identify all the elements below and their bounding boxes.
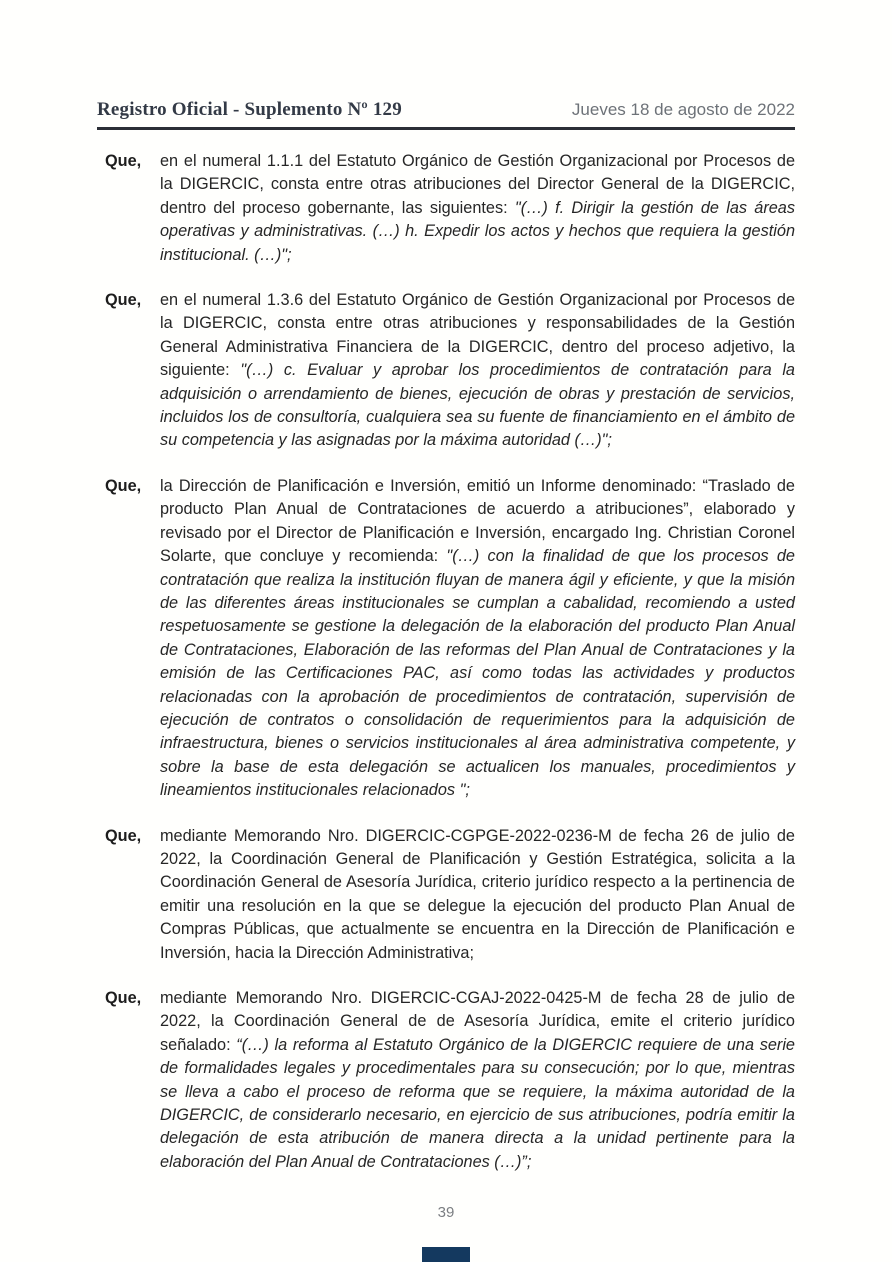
paragraph-label: Que,	[105, 291, 142, 310]
paragraph-text	[160, 289, 795, 453]
paragraph-text	[160, 987, 795, 1174]
paragraph-text	[160, 825, 795, 965]
paragraph	[105, 475, 795, 803]
paragraph-text	[160, 475, 795, 803]
footer-accent-mark	[422, 1247, 470, 1262]
paragraph	[105, 825, 795, 965]
paragraph	[105, 289, 795, 453]
paragraph-label: Que,	[105, 989, 142, 1007]
paragraph	[105, 150, 795, 267]
page-number: 39	[437, 1204, 455, 1221]
paragraph	[105, 987, 795, 1174]
text-segment: en el numeral 1.1.1 del Estatuto Orgánico de Gestión Organizacional por Procesos de la DIGERCIC, consta entre otras atribuciones del Director General de la DIGERCIC, dentro del proceso gobernante, las siguientes:	[160, 152, 795, 217]
text-segment: la Dirección de Planificación e Inversión, emitió un Informe denominado: “Traslado de producto Plan Anual de Contrataciones de acuerdo a atribuciones”, elaborado y revisado por el Director de Planificación e Inversión, encargado Ing. Christian Coronel Solarte, que concluye y recomienda:	[160, 476, 795, 566]
text-segment: mediante Memorando Nro. DIGERCIC-CGPGE-2022-0236-M de fecha 26 de julio de 2022, la Coordinación General de Planificación y Gestión Estratégica, solicita a la Coordinación General de Asesoría Jurídica, criterio jurídico respecto a la pertinencia de emitir una resolución en la que se delegue la ejecución del producto Plan Anual de Compras Públicas, que actualmente se encuentra en la Dirección de Planificación e Inversión, hacia la Dirección Administrativa;	[160, 826, 795, 962]
document-body	[105, 150, 795, 1196]
text-segment: mediante Memorando Nro. DIGERCIC-CGAJ-2022-0425-M de fecha 28 de julio de 2022, la Coordinación General de de Asesoría Jurídica, emite el criterio jurídico señalado:	[160, 989, 795, 1054]
paragraph-label: Que,	[105, 826, 142, 845]
gazette-date: Jueves 18 de agosto de 2022	[571, 100, 795, 119]
gazette-title: Registro Oficial - Suplemento Nº 129	[97, 99, 402, 120]
paragraph-label: Que,	[105, 152, 142, 170]
quoted-italic-segment: “(…) la reforma al Estatuto Orgánico de la DIGERCIC requiere de una serie de formalidades legales y procedimentales para su consecución; por lo que, mientras se lleva a cabo el proceso de reforma que se requiere, la máxima autoridad de la DIGERCIC, de considerarlo necesario, en ejercicio de sus atribuciones, podría emitir la delegación de esta atribución de manera directa a la unidad pertinente para la elaboración del Plan Anual de Contrataciones (…)”;	[160, 1035, 795, 1171]
quoted-italic-segment: "(…) c. Evaluar y aprobar los procedimientos de contratación para la adquisición o arrendamiento de bienes, ejecución de obras y prestación de servicios, incluidos los de consultoría, cualquiera sea su fuente de financiamiento en el ámbito de su competencia y las asignadas por la máxima autoridad (…)";	[160, 361, 795, 450]
page-header	[97, 99, 795, 130]
text-segment: en el numeral 1.3.6 del Estatuto Orgánico de Gestión Organizacional por Procesos de la DIGERCIC, consta entre otras atribuciones y responsabilidades de la Gestión General Administrativa Financiera de la DIGERCIC, dentro del proceso adjetivo, la siguiente:	[160, 291, 795, 380]
quoted-italic-segment: "(…) con la finalidad de que los procesos de contratación que realiza la institución fluyan de manera ágil y eficiente, y que la misión de las diferentes áreas institucionales se cumplan a cabalidad, recomiendo a usted respetuosamente se gestione la delegación de la elaboración del producto Plan Anual de Contrataciones, Elaboración de las reformas del Plan Anual de Contrataciones y la emisión de las Certificaciones PAC, así como todas las actividades y productos relacionadas con la aprobación de procedimientos de contratación, supervisión de ejecución de contratos o consolidación de requerimientos para la adquisición de infraestructura, bienes o servicios institucionales al área administrativa competente, y sobre la base de esta delegación se actualicen los manuales, procedimientos y lineamientos institucionales relacionados ";	[160, 547, 795, 800]
quoted-italic-segment: "(…) f. Dirigir la gestión de las áreas operativas y administrativas. (…) h. Expedir los actos y hechos que requiera la gestión institucional. (…)";	[160, 198, 795, 264]
paragraph-text	[160, 150, 795, 267]
paragraph-label: Que,	[105, 476, 142, 495]
